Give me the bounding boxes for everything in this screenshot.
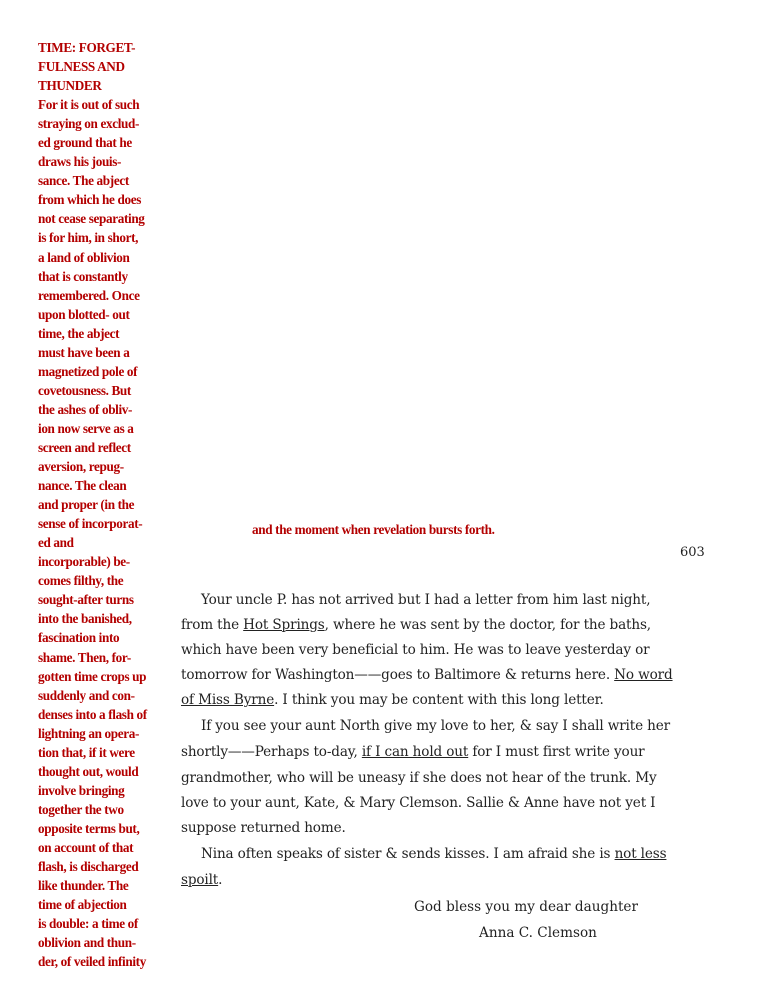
signature: Anna C. Clemson	[479, 925, 597, 941]
sidebar-commentary	[38, 38, 174, 971]
sidebar-line: must have been a	[38, 344, 130, 360]
sidebar-line: gotten time crops up	[38, 668, 147, 684]
sidebar-line: sense of incorporat-	[38, 516, 143, 532]
sidebar-line: opposite terms but,	[38, 820, 140, 836]
sidebar-line: screen and reflect	[38, 439, 131, 455]
sidebar-line: time of abjection	[38, 897, 127, 913]
letter-line: which have been very beneficial to him. He was to leave yesterday or	[181, 642, 650, 658]
sidebar-line: a land of oblivion	[38, 249, 130, 265]
underlined-text: spoilt	[181, 872, 219, 888]
sidebar-line: TIME: FORGET-	[38, 40, 136, 55]
sidebar-line: suddenly and con-	[38, 687, 135, 703]
sidebar-line: nance. The clean	[38, 478, 127, 494]
sidebar-line: like thunder. The	[38, 878, 129, 894]
sidebar-line: together the two	[38, 801, 124, 817]
letter-line: of Miss Byrne. I think you may be content with this long letter.	[181, 692, 604, 708]
sidebar-line: straying on exclud-	[38, 116, 140, 132]
underlined-text: not less	[614, 846, 667, 862]
letter-line: spoilt.	[181, 872, 223, 888]
letter-line: suppose returned home.	[181, 820, 346, 836]
sidebar-line: and proper (in the	[38, 497, 135, 513]
letter-line: tomorrow for Washington——goes to Baltimore & returns here. No word	[181, 667, 673, 683]
sidebar-line: THUNDER	[38, 78, 102, 94]
sidebar-line: upon blotted- out	[38, 306, 130, 322]
sidebar-line: ed ground that he	[38, 135, 132, 151]
letter-line: from the Hot Springs, where he was sent by the doctor, for the baths,	[181, 617, 651, 633]
sidebar-line: fascination into	[38, 630, 120, 646]
sidebar-line: involve bringing	[38, 782, 125, 798]
sidebar-line: denses into a flash of	[38, 706, 147, 722]
sidebar-line: FULNESS AND	[38, 59, 125, 75]
letter-line: grandmother, who will be uneasy if she does not hear of the trunk. My	[181, 770, 657, 786]
underlined-text: if I can hold out	[361, 744, 469, 760]
sidebar-line: not cease separating	[38, 211, 145, 227]
sidebar-line: into the banished,	[38, 611, 132, 627]
sidebar-line: der, of veiled infinity	[38, 954, 146, 970]
sidebar-line: thought out, would	[38, 763, 139, 779]
sidebar-line: the ashes of obliv-	[38, 401, 133, 417]
sidebar-line: shame. Then, for-	[38, 649, 131, 665]
sidebar-line: oblivion and thun-	[38, 935, 136, 951]
sidebar-line: tion that, if it were	[38, 744, 135, 760]
sidebar-line: remembered. Once	[38, 287, 140, 303]
sidebar-line: ion now serve as a	[38, 420, 134, 436]
sidebar-line: is for him, in short,	[38, 230, 139, 246]
sidebar-line: covetousness. But	[38, 382, 131, 398]
sidebar-line: that is constantly	[38, 268, 128, 284]
letter-line: If you see your aunt North give my love to her, & say I shall write her	[201, 718, 670, 734]
page-number: 603	[680, 545, 705, 560]
sidebar-line: ed and	[38, 535, 74, 551]
callout-text: and the moment when revelation bursts forth.	[252, 522, 495, 537]
closing-blessing: God bless you my dear daughter	[414, 899, 638, 915]
letter-line: shortly——Perhaps to-day, if I can hold out for I must first write your	[181, 744, 645, 760]
sidebar-line: aversion, repug-	[38, 459, 124, 475]
sidebar-line: on account of that	[38, 839, 134, 855]
sidebar-line: draws his jouis-	[38, 154, 122, 170]
sidebar-line: comes filthy, the	[38, 573, 124, 589]
letter-line: Your uncle P. has not arrived but I had a letter from him last night,	[201, 592, 651, 608]
sidebar-line: magnetized pole of	[38, 363, 138, 379]
sidebar-line: flash, is discharged	[38, 859, 139, 875]
sidebar-line: is double: a time of	[38, 916, 138, 932]
underlined-text: of Miss Byrne	[181, 692, 275, 708]
sidebar-line: from which he does	[38, 192, 141, 208]
sidebar-line: sance. The abject	[38, 173, 129, 189]
underlined-text: Hot Springs	[243, 617, 325, 633]
sidebar-line: time, the abject	[38, 325, 120, 341]
underlined-text: No word	[614, 667, 673, 683]
sidebar-line: lightning an opera-	[38, 725, 140, 741]
sidebar-line: sought-after turns	[38, 592, 134, 608]
letter-line: love to your aunt, Kate, & Mary Clemson. Sallie & Anne have not yet I	[181, 795, 656, 811]
sidebar-line: incorporable) be-	[38, 554, 130, 570]
letter-line: Nina often speaks of sister & sends kisses. I am afraid she is not less	[201, 846, 667, 862]
sidebar-line: For it is out of such	[38, 97, 140, 113]
